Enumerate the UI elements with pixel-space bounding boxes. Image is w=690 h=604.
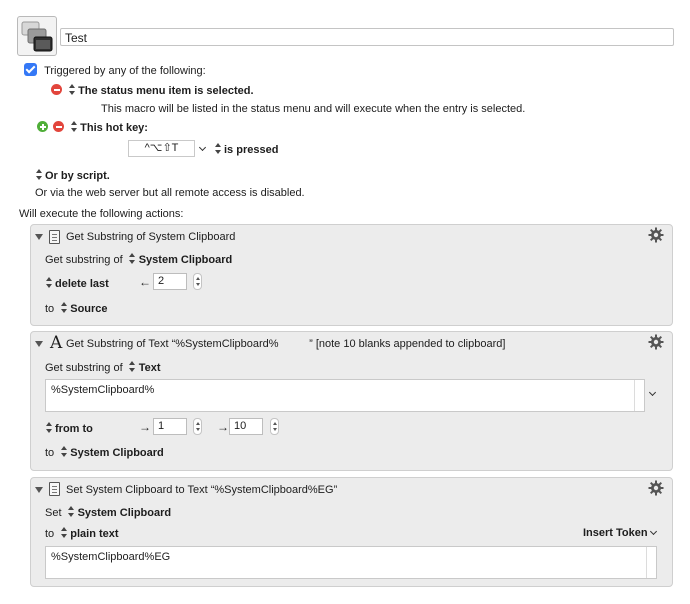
get-substring-row (45, 361, 161, 374)
gear-icon[interactable] (648, 227, 664, 243)
target-popup[interactable]: System Clipboard (70, 447, 164, 459)
from-input[interactable]: 1 (153, 418, 187, 435)
insert-token-label: Insert Token (583, 527, 648, 539)
gear-icon[interactable] (648, 480, 664, 496)
to-label: to (45, 303, 55, 315)
mode-popup[interactable] (45, 422, 93, 435)
hot-key-trigger (37, 121, 148, 134)
hot-key-field[interactable]: ^⌥⇧T (128, 140, 195, 157)
to-stepper[interactable] (270, 418, 279, 435)
to-label: to (45, 447, 55, 459)
text-field-value: %SystemClipboard% (51, 384, 155, 396)
scrollbar[interactable] (646, 547, 656, 578)
text-field[interactable] (45, 379, 645, 412)
scrollbar[interactable] (634, 380, 644, 411)
source-popup-icon[interactable] (129, 253, 136, 264)
updown-icon (45, 277, 52, 288)
to-input[interactable]: 10 (229, 418, 263, 435)
right-arrow-icon: → (139, 420, 151, 434)
action-title[interactable]: Get Substring of System Clipboard (66, 231, 236, 243)
gear-icon[interactable] (648, 334, 664, 350)
target-popup[interactable]: Source (70, 303, 108, 315)
disclosure-triangle-icon[interactable] (35, 234, 43, 240)
format-popup-icon[interactable] (60, 527, 67, 538)
chevron-down-icon (649, 389, 656, 396)
get-substring-label: Get substring of (45, 362, 123, 374)
disclosure-triangle-icon[interactable] (35, 487, 43, 493)
mode-label: from to (55, 423, 93, 435)
mode-popup[interactable] (45, 277, 109, 290)
action-get-substring-clipboard[interactable] (30, 224, 673, 326)
count-input[interactable]: 2 (153, 273, 187, 290)
macro-name-input[interactable]: Test (60, 28, 674, 46)
count-stepper[interactable] (193, 273, 202, 290)
action-get-substring-text[interactable] (30, 331, 673, 471)
updown-icon (35, 169, 42, 180)
updown-icon (45, 422, 52, 433)
triggered-by-row (24, 63, 206, 77)
remove-trigger-icon[interactable] (53, 121, 64, 132)
format-row (45, 527, 119, 540)
pressed-popup[interactable] (214, 143, 278, 156)
source-popup[interactable]: System Clipboard (138, 254, 233, 266)
trigger-type-popup-icon[interactable] (68, 84, 75, 95)
remove-trigger-icon[interactable] (51, 84, 62, 95)
source-popup[interactable]: Text (138, 362, 161, 374)
trigger-type-popup-icon[interactable] (70, 121, 77, 132)
add-trigger-icon[interactable] (37, 121, 48, 132)
action-set-clipboard[interactable] (30, 477, 673, 587)
target-popup-icon[interactable] (60, 302, 67, 313)
from-stepper[interactable] (193, 418, 202, 435)
to-row (45, 302, 108, 315)
to-row (45, 446, 164, 459)
target-popup-icon[interactable] (68, 506, 75, 517)
script-trigger[interactable] (35, 169, 110, 182)
source-popup-icon[interactable] (129, 361, 136, 372)
status-menu-label[interactable]: The status menu item is selected. (78, 85, 254, 97)
mode-label: delete last (55, 278, 109, 290)
action-title[interactable]: Get Substring of Text “%SystemClipboard% ” [note 10 blanks appended to clipboard] (66, 338, 506, 350)
text-field[interactable] (45, 546, 657, 579)
set-label: Set (45, 507, 62, 519)
set-row (45, 506, 171, 519)
text-field-value: %SystemClipboard%EG (51, 551, 171, 563)
get-substring-label: Get substring of (45, 254, 123, 266)
left-arrow-icon: ← (139, 275, 151, 289)
text-menu-chevron[interactable] (647, 388, 655, 400)
status-menu-trigger (51, 84, 254, 97)
right-arrow-icon: → (217, 420, 229, 434)
insert-token-button[interactable] (583, 527, 656, 539)
triggered-label: Triggered by any of the following: (44, 65, 206, 77)
chevron-down-icon (199, 144, 206, 151)
clipboard-action-icon (49, 482, 60, 496)
hot-key-menu-chevron[interactable] (197, 143, 205, 155)
clipboard-action-icon (49, 230, 60, 244)
target-popup-icon[interactable] (60, 446, 67, 457)
actions-heading: Will execute the following actions: (19, 208, 184, 220)
hot-key-label[interactable]: This hot key: (80, 122, 148, 134)
status-menu-description: This macro will be listed in the status menu and will execute when the entry is selected. (101, 103, 526, 115)
text-action-icon: A (50, 333, 63, 353)
format-popup[interactable]: plain text (70, 528, 119, 540)
to-label: to (45, 528, 55, 540)
chevron-down-icon (650, 528, 657, 535)
disclosure-triangle-icon[interactable] (35, 341, 43, 347)
target-popup[interactable]: System Clipboard (77, 507, 172, 519)
macro-icon[interactable] (17, 16, 57, 56)
web-server-note: Or via the web server but all remote access is disabled. (35, 187, 305, 199)
action-title[interactable]: Set System Clipboard to Text “%SystemClipboard%EG” (66, 484, 338, 496)
pressed-label: is pressed (224, 144, 279, 156)
script-label: Or by script. (45, 170, 110, 182)
windows-icon (18, 17, 56, 55)
updown-icon (214, 143, 221, 154)
get-substring-row (45, 253, 232, 266)
triggered-checkbox[interactable] (24, 63, 37, 76)
